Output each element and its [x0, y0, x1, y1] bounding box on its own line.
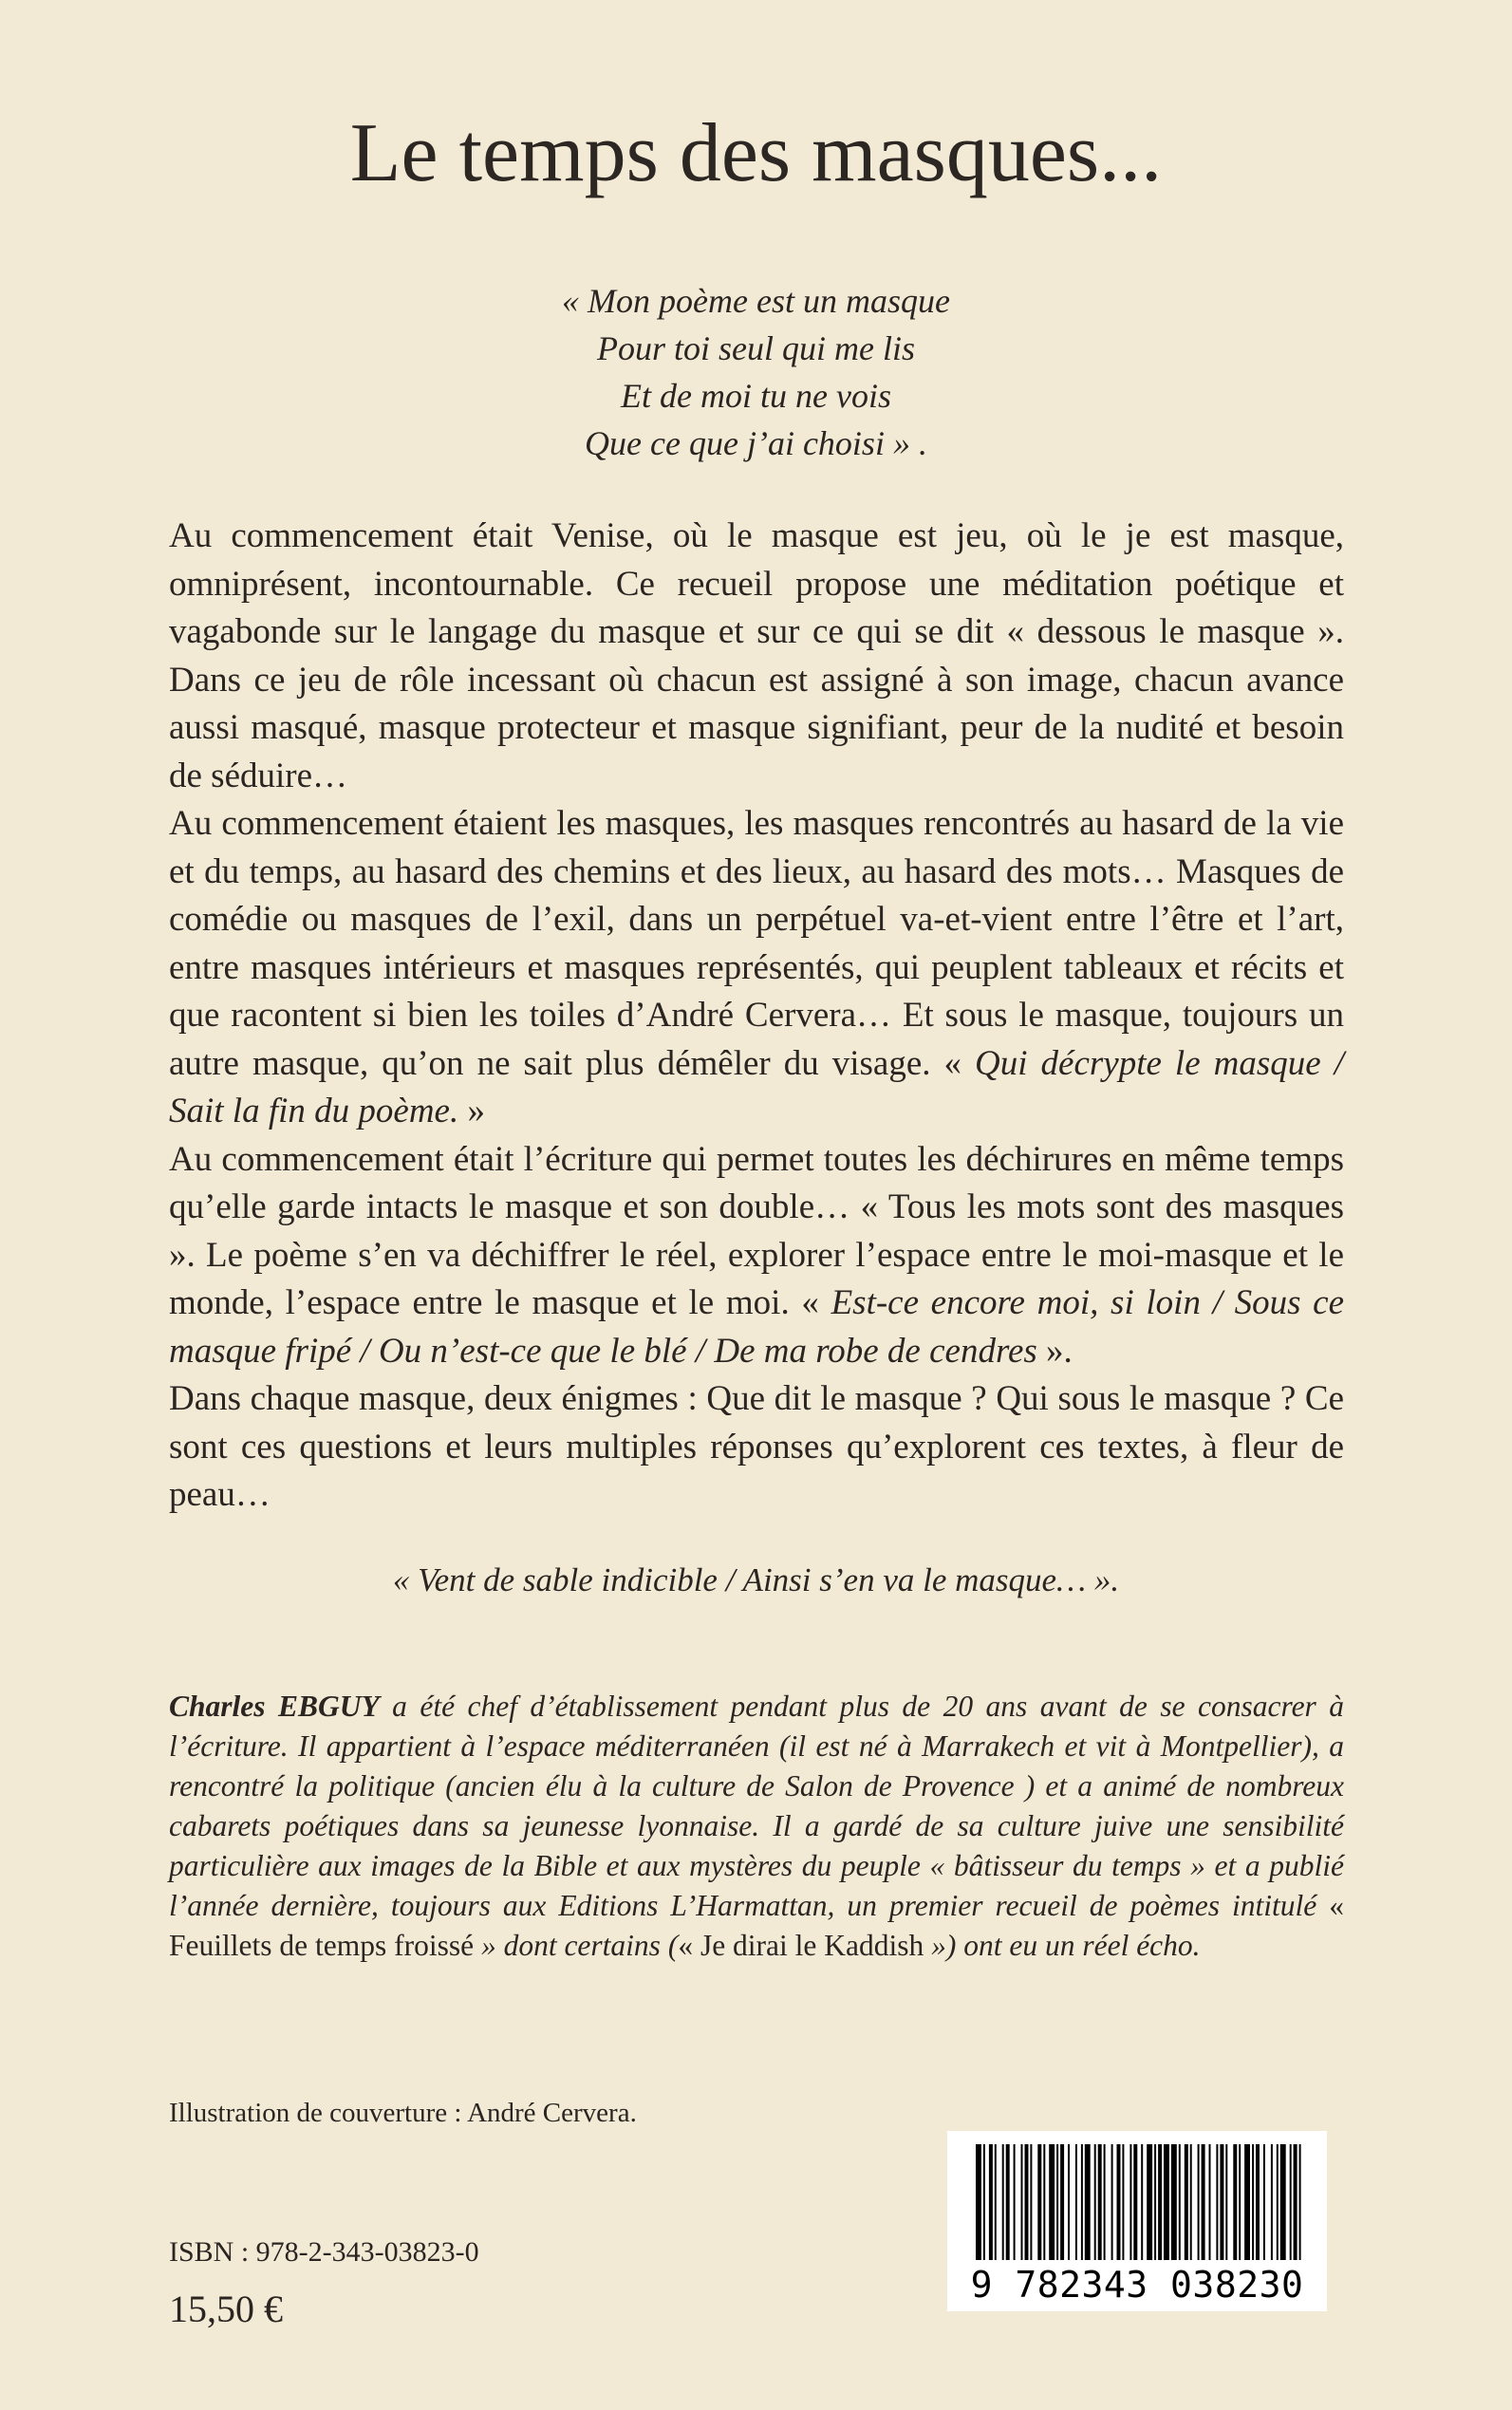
price: 15,50 € — [169, 2288, 283, 2330]
blurb-text-span: ». — [1036, 1331, 1073, 1371]
author-bio — [169, 1687, 1344, 1966]
barcode-bars — [947, 2131, 1327, 2264]
epigraph-line: Et de moi tu ne vois — [621, 377, 891, 415]
blurb-text-span: Au commencement étaient les masques, les masques rencontrés au hasard de la vie et du temps, au hasard des chemins et des lieux, au hasard des mots… Masques de comédie ou masques de l’exil, dans un perpétuel va-et-vient entre l’être et l’art, entre masques intérieurs et masques représentés, qui peuplent tableaux et récits et que racontent si bien les toiles d’André Cervera… Et sous le masque, toujours un autre masque, qu’on ne sait plus démêler du visage. « — [169, 804, 1344, 1083]
barcode-bar — [1002, 2144, 1004, 2260]
epigraph-line: « Mon poème est un masque — [562, 282, 950, 320]
barcode-bar — [1025, 2144, 1029, 2260]
barcode-bar — [1185, 2144, 1188, 2260]
blurb-text-span: » — [458, 1092, 485, 1130]
barcode-bar — [1198, 2144, 1200, 2260]
epigraph-line: Pour toi seul qui me lis — [597, 329, 915, 367]
bio-book-title: « Je dirai le Kaddish — [678, 1929, 924, 1962]
isbn: ISBN : 978-2-343-03823-0 — [169, 2236, 479, 2268]
barcode-bar — [1263, 2144, 1265, 2260]
blurb-quote: Est-ce encore moi, si loin / Sous ce masque fripé / Ou n’est-ce que le blé / De ma robe de cendres — [169, 1283, 1344, 1371]
barcode-bar — [1094, 2144, 1096, 2260]
epigraph — [0, 277, 1512, 467]
bio-text: a été chef d’établissement pendant plus de 20 ans avant de se consacrer à l’écriture. Il appartient à l’espace méditerranéen (il est né à Marrakech et vit à Montpellier), a rencontré la politique (ancien élu à la culture de Salon de Provence ) et a animé de nombreux cabarets poétiques dans sa jeunesse lyonnaise. Il a gardé de sa culture juive une sensibilité particulière aux images de la Bible et aux mystères du peuple « bâtisseur du temps » et a publié l’année dernière, toujours aux Editions L’Harmattan, un premier recueil de poèmes intitulé — [169, 1690, 1344, 1922]
barcode-bar — [1043, 2144, 1045, 2260]
barcode-bar — [1277, 2144, 1279, 2260]
bio-text: » dont certains ( — [474, 1929, 679, 1962]
barcode-bar — [1104, 2144, 1106, 2260]
barcode-bar — [1081, 2144, 1083, 2260]
blurb-paragraph-3 — [169, 1136, 1344, 1376]
barcode-bar — [1171, 2144, 1177, 2260]
barcode-bar — [1133, 2144, 1137, 2260]
blurb-paragraph-4: Dans chaque masque, deux énigmes : Que dit le masque ? Qui sous le masque ? Ce sont ces questions et leurs multiples réponses qu’explorent ces textes, à fleur de peau… — [169, 1379, 1344, 1514]
barcode-bar — [1014, 2144, 1016, 2260]
barcode-bar — [1209, 2144, 1211, 2260]
barcode-bar — [1068, 2144, 1070, 2260]
barcode-bar — [995, 2144, 997, 2260]
barcode-bar — [1111, 2144, 1113, 2260]
barcode-bar — [1030, 2144, 1032, 2260]
barcode-bar — [1060, 2144, 1064, 2260]
barcode-bar — [1299, 2144, 1301, 2260]
barcode-bar — [1202, 2144, 1205, 2260]
barcode-bar — [983, 2144, 985, 2260]
barcode-bar — [1158, 2144, 1162, 2260]
barcode-bar — [1164, 2144, 1169, 2260]
blurb-text-span: Au commencement était l’écriture qui permet toutes les déchirures en même temps qu’elle garde intacts le masque et son double… « Tous les mots sont des masques ». Le poème s’en va déchiffrer le réel, explorer l’espace entre le moi-masque et le monde, l’espace entre le masque et le moi. « — [169, 1139, 1344, 1322]
barcode-bar — [1021, 2144, 1023, 2260]
barcode-bar — [1141, 2144, 1143, 2260]
barcode-bar — [1075, 2144, 1077, 2260]
barcode-bar — [1037, 2144, 1041, 2260]
barcode-bar — [1233, 2144, 1237, 2260]
barcode-bar — [1256, 2144, 1260, 2260]
barcode-bar — [1117, 2144, 1121, 2260]
book-title: Le temps des masques... — [349, 107, 1163, 199]
barcode-bar — [1271, 2144, 1273, 2260]
barcode-bar — [1049, 2144, 1055, 2260]
barcode-bar — [1225, 2144, 1227, 2260]
barcode-bar — [1244, 2144, 1250, 2260]
closing-quote: « Vent de sable indicible / Ainsi s’en va le masque… ». — [392, 1561, 1120, 1598]
barcode-bar — [1098, 2144, 1102, 2260]
barcode-bar — [1220, 2144, 1223, 2260]
barcode — [947, 2131, 1327, 2311]
barcode-bar — [1085, 2144, 1091, 2260]
barcode-bar — [989, 2144, 993, 2260]
barcode-bar — [1252, 2144, 1254, 2260]
barcode-bar — [1154, 2144, 1156, 2260]
barcode-bar — [1147, 2144, 1152, 2260]
barcode-bar — [976, 2144, 981, 2260]
bio-text: ») ont eu un réel écho. — [924, 1929, 1201, 1962]
author-name: Charles EBGUY — [169, 1690, 380, 1723]
barcode-bar — [1216, 2144, 1218, 2260]
barcode-bar — [1179, 2144, 1181, 2260]
barcode-bar — [1122, 2144, 1124, 2260]
blurb-paragraph-2 — [169, 800, 1344, 1136]
barcode-bar — [1129, 2144, 1131, 2260]
barcode-bar — [1294, 2144, 1297, 2260]
barcode-digits: 9 782343 038230 — [970, 2264, 1304, 2306]
epigraph-line: Que ce que j’ai choisi » . — [585, 424, 927, 462]
illustration-credit: Illustration de couverture : André Cervera. — [169, 2098, 637, 2128]
barcode-bar — [1056, 2144, 1058, 2260]
barcode-bar — [1190, 2144, 1192, 2260]
barcode-bar — [1280, 2144, 1286, 2260]
blurb-text — [169, 513, 1344, 1520]
barcode-bar — [1239, 2144, 1241, 2260]
bio-book-title: « Feuillets de temps froissé — [169, 1889, 1344, 1962]
blurb-quote: Qui décrypte le masque / Sait la fin du poème. — [169, 1043, 1344, 1130]
blurb-paragraph-1: Au commencement était Venise, où le masque est jeu, où le je est masque, omniprésent, incontournable. Ce recueil propose une méditation poétique et vagabonde sur le langage du masque et sur ce qui se dit « dessous le masque ». Dans ce jeu de rôle incessant où chacun est assigné à son image, chacun avance aussi masqué, masque protecteur et masque signifiant, peur de la nudité et besoin de séduire… — [169, 516, 1344, 795]
barcode-bar — [1006, 2144, 1010, 2260]
barcode-bar — [1290, 2144, 1292, 2260]
